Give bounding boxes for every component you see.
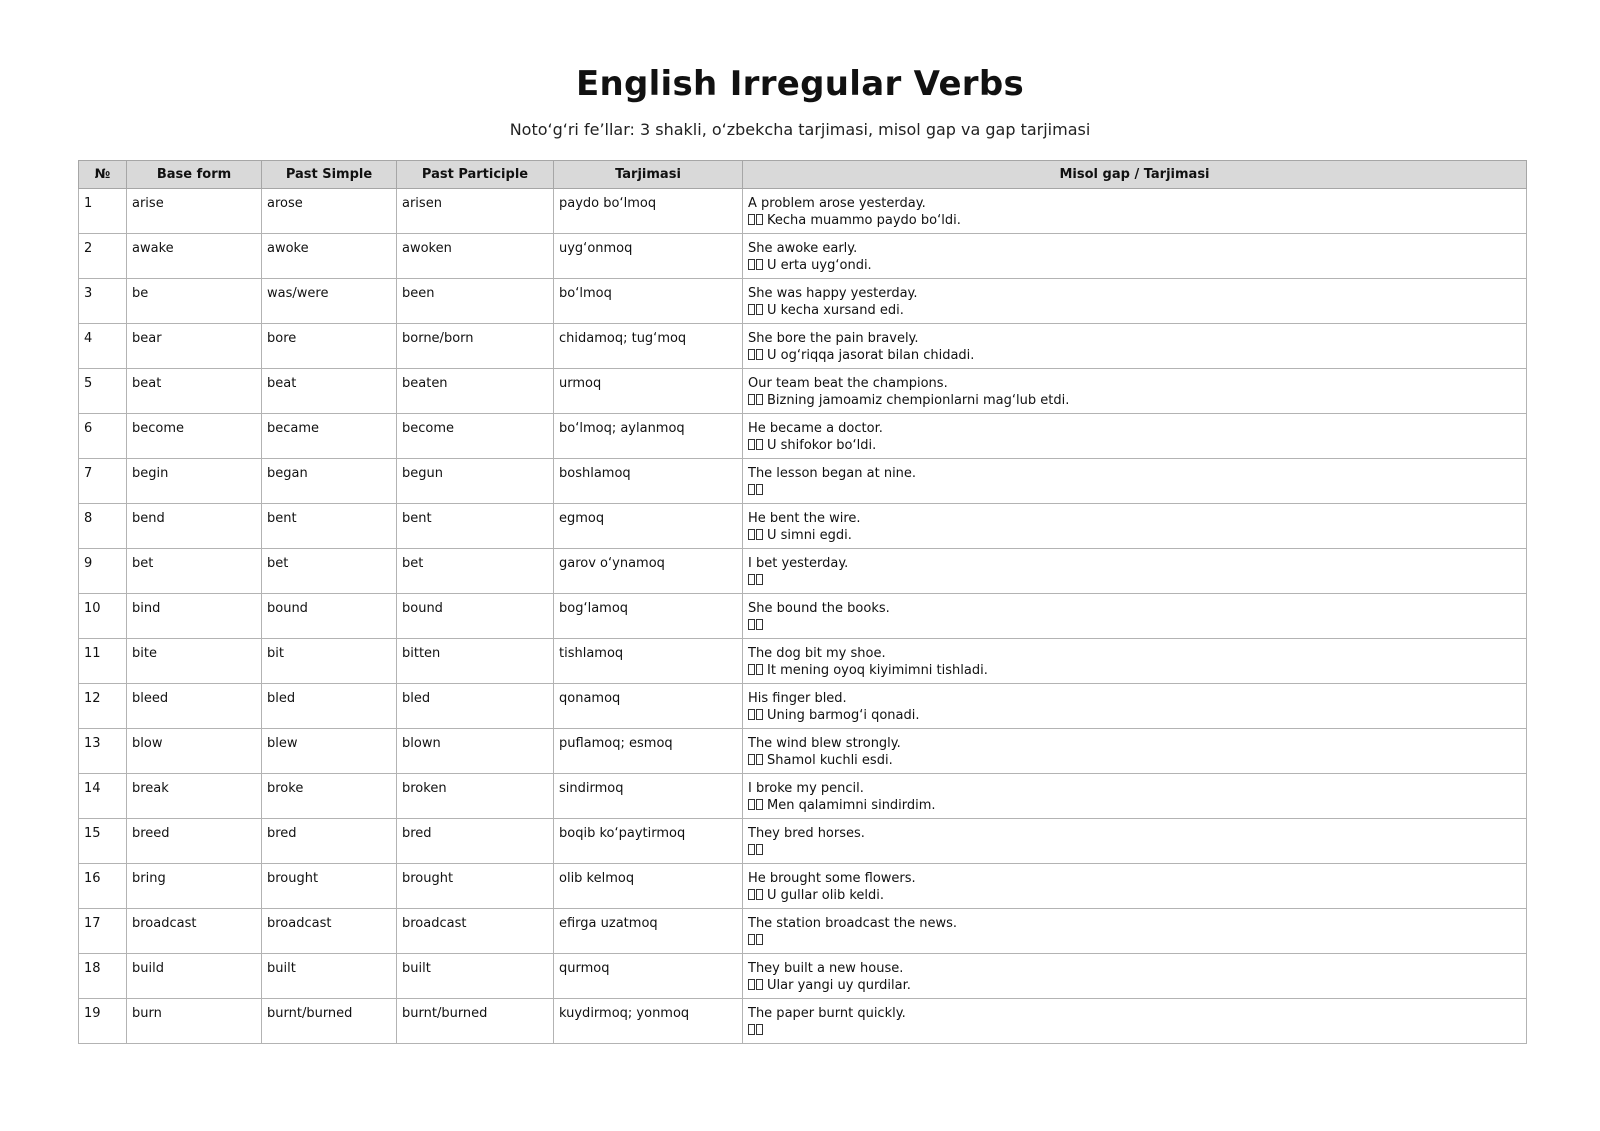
cell-example <box>743 459 1527 504</box>
cell-past-simple: beat <box>262 369 397 414</box>
cell-past-participle: broken <box>397 774 554 819</box>
cell-tarjimasi: efirga uzatmoq <box>554 909 743 954</box>
cell-tarjimasi: uyg‘onmoq <box>554 234 743 279</box>
example-sentence: They built a new house. <box>748 961 904 976</box>
example-translation-line <box>748 482 1521 499</box>
cell-tarjimasi: tishlamoq <box>554 639 743 684</box>
table-row <box>79 504 1527 549</box>
example-translation-line <box>748 212 1521 229</box>
cell-tarjimasi: garov o‘ynamoq <box>554 549 743 594</box>
cell-past-participle: begun <box>397 459 554 504</box>
cell-tarjimasi: puflamoq; esmoq <box>554 729 743 774</box>
cell-number: 10 <box>79 594 127 639</box>
example-translation: U simni egdi. <box>767 528 852 543</box>
cell-tarjimasi: qurmoq <box>554 954 743 999</box>
cell-number: 18 <box>79 954 127 999</box>
cell-tarjimasi: bo‘lmoq <box>554 279 743 324</box>
cell-number: 14 <box>79 774 127 819</box>
table-row <box>79 594 1527 639</box>
cell-number: 3 <box>79 279 127 324</box>
example-sentence: She awoke early. <box>748 241 858 256</box>
table-row <box>79 909 1527 954</box>
cell-base-form: broadcast <box>127 909 262 954</box>
cell-base-form: arise <box>127 189 262 234</box>
example-translation: U kecha xursand edi. <box>767 303 904 318</box>
cell-base-form: be <box>127 279 262 324</box>
cell-number: 1 <box>79 189 127 234</box>
cell-number: 9 <box>79 549 127 594</box>
table-row <box>79 279 1527 324</box>
example-sentence: She bore the pain bravely. <box>748 331 919 346</box>
table-row <box>79 639 1527 684</box>
cell-example <box>743 954 1527 999</box>
cell-base-form: bite <box>127 639 262 684</box>
example-translation-line <box>748 392 1521 409</box>
cell-past-participle: blown <box>397 729 554 774</box>
example-translation: Bizning jamoamiz chempionlarni mag‘lub etdi. <box>767 393 1070 408</box>
cell-past-participle: bent <box>397 504 554 549</box>
table-row <box>79 729 1527 774</box>
example-sentence: I broke my pencil. <box>748 781 864 796</box>
example-translation-line <box>748 437 1521 454</box>
flag-icon <box>748 618 764 633</box>
cell-past-simple: became <box>262 414 397 459</box>
example-sentence: She was happy yesterday. <box>748 286 918 301</box>
cell-past-participle: become <box>397 414 554 459</box>
cell-base-form: blow <box>127 729 262 774</box>
cell-example <box>743 414 1527 459</box>
example-sentence: A problem arose yesterday. <box>748 196 926 211</box>
header-past-simple: Past Simple <box>262 161 397 189</box>
cell-number: 13 <box>79 729 127 774</box>
cell-past-participle: bitten <box>397 639 554 684</box>
cell-base-form: awake <box>127 234 262 279</box>
cell-base-form: break <box>127 774 262 819</box>
cell-number: 16 <box>79 864 127 909</box>
cell-tarjimasi: bo‘lmoq; aylanmoq <box>554 414 743 459</box>
flag-icon <box>748 258 764 273</box>
verbs-table <box>78 160 1527 1044</box>
table-row <box>79 189 1527 234</box>
example-translation: It mening oyoq kiyimimni tishladi. <box>767 663 988 678</box>
cell-past-simple: awoke <box>262 234 397 279</box>
cell-example <box>743 909 1527 954</box>
example-translation: Men qalamimni sindirdim. <box>767 798 936 813</box>
cell-past-participle: bred <box>397 819 554 864</box>
header-base-form: Base form <box>127 161 262 189</box>
cell-number: 2 <box>79 234 127 279</box>
cell-number: 15 <box>79 819 127 864</box>
example-translation: U gullar olib keldi. <box>767 888 885 903</box>
cell-past-simple: bit <box>262 639 397 684</box>
cell-tarjimasi: boshlamoq <box>554 459 743 504</box>
table-row <box>79 234 1527 279</box>
example-translation-line <box>748 752 1521 769</box>
flag-icon <box>748 528 764 543</box>
cell-number: 5 <box>79 369 127 414</box>
example-translation: U erta uyg‘ondi. <box>767 258 872 273</box>
table-row <box>79 414 1527 459</box>
table-body <box>79 189 1527 1044</box>
table-row <box>79 864 1527 909</box>
example-sentence: The wind blew strongly. <box>748 736 901 751</box>
header-number: № <box>79 161 127 189</box>
example-translation-line <box>748 572 1521 589</box>
cell-example <box>743 549 1527 594</box>
table-header-row <box>79 161 1527 189</box>
cell-base-form: become <box>127 414 262 459</box>
flag-icon <box>748 933 764 948</box>
cell-base-form: bind <box>127 594 262 639</box>
flag-icon <box>748 753 764 768</box>
cell-past-participle: bound <box>397 594 554 639</box>
page-title: English Irregular Verbs <box>575 64 1025 104</box>
cell-past-simple: burnt/burned <box>262 999 397 1044</box>
example-translation-line <box>748 302 1521 319</box>
cell-example <box>743 594 1527 639</box>
example-translation-line <box>748 977 1521 994</box>
cell-tarjimasi: paydo bo‘lmoq <box>554 189 743 234</box>
cell-base-form: beat <box>127 369 262 414</box>
example-translation-line <box>748 707 1521 724</box>
cell-example <box>743 864 1527 909</box>
table-row <box>79 819 1527 864</box>
cell-base-form: bring <box>127 864 262 909</box>
example-translation-line <box>748 1022 1521 1039</box>
cell-past-simple: bled <box>262 684 397 729</box>
example-translation-line <box>748 887 1521 904</box>
cell-example <box>743 729 1527 774</box>
cell-tarjimasi: kuydirmoq; yonmoq <box>554 999 743 1044</box>
example-translation-line <box>748 347 1521 364</box>
cell-example <box>743 774 1527 819</box>
example-sentence: The dog bit my shoe. <box>748 646 886 661</box>
cell-base-form: bet <box>127 549 262 594</box>
cell-past-participle: borne/born <box>397 324 554 369</box>
example-translation-line <box>748 797 1521 814</box>
example-translation: Ular yangi uy qurdilar. <box>767 978 911 993</box>
header-misol-gap: Misol gap / Tarjimasi <box>743 161 1527 189</box>
cell-example <box>743 639 1527 684</box>
table-row <box>79 369 1527 414</box>
table-row <box>79 774 1527 819</box>
cell-example <box>743 324 1527 369</box>
cell-past-simple: bent <box>262 504 397 549</box>
cell-past-simple: bet <box>262 549 397 594</box>
cell-past-participle: bled <box>397 684 554 729</box>
cell-example <box>743 999 1527 1044</box>
cell-base-form: burn <box>127 999 262 1044</box>
example-sentence: He became a doctor. <box>748 421 883 436</box>
flag-icon <box>748 303 764 318</box>
flag-icon <box>748 708 764 723</box>
table-row <box>79 549 1527 594</box>
cell-number: 4 <box>79 324 127 369</box>
table-row <box>79 954 1527 999</box>
cell-base-form: bend <box>127 504 262 549</box>
example-sentence: I bet yesterday. <box>748 556 849 571</box>
example-sentence: She bound the books. <box>748 601 890 616</box>
example-sentence: His finger bled. <box>748 691 847 706</box>
cell-example <box>743 189 1527 234</box>
cell-past-simple: brought <box>262 864 397 909</box>
cell-past-participle: awoken <box>397 234 554 279</box>
cell-base-form: begin <box>127 459 262 504</box>
cell-past-participle: burnt/burned <box>397 999 554 1044</box>
cell-past-simple: blew <box>262 729 397 774</box>
flag-icon <box>748 843 764 858</box>
cell-past-participle: bet <box>397 549 554 594</box>
cell-tarjimasi: bog‘lamoq <box>554 594 743 639</box>
example-sentence: Our team beat the champions. <box>748 376 948 391</box>
cell-past-participle: broadcast <box>397 909 554 954</box>
example-translation: Shamol kuchli esdi. <box>767 753 893 768</box>
example-translation: Uning barmog‘i qonadi. <box>767 708 920 723</box>
cell-tarjimasi: olib kelmoq <box>554 864 743 909</box>
example-translation: U shifokor bo‘ldi. <box>767 438 877 453</box>
example-translation-line <box>748 617 1521 634</box>
cell-past-simple: bound <box>262 594 397 639</box>
cell-past-simple: built <box>262 954 397 999</box>
cell-tarjimasi: sindirmoq <box>554 774 743 819</box>
cell-number: 11 <box>79 639 127 684</box>
example-translation-line <box>748 932 1521 949</box>
cell-number: 8 <box>79 504 127 549</box>
cell-example <box>743 819 1527 864</box>
cell-past-simple: began <box>262 459 397 504</box>
header-past-participle: Past Participle <box>397 161 554 189</box>
example-translation: Kecha muammo paydo bo‘ldi. <box>767 213 961 228</box>
example-translation-line <box>748 842 1521 859</box>
cell-tarjimasi: qonamoq <box>554 684 743 729</box>
cell-number: 12 <box>79 684 127 729</box>
cell-base-form: breed <box>127 819 262 864</box>
cell-tarjimasi: urmoq <box>554 369 743 414</box>
cell-past-participle: brought <box>397 864 554 909</box>
flag-icon <box>748 663 764 678</box>
flag-icon <box>748 213 764 228</box>
cell-example <box>743 684 1527 729</box>
flag-icon <box>748 798 764 813</box>
cell-tarjimasi: egmoq <box>554 504 743 549</box>
example-sentence: The paper burnt quickly. <box>748 1006 906 1021</box>
cell-number: 7 <box>79 459 127 504</box>
flag-icon <box>748 888 764 903</box>
cell-base-form: bear <box>127 324 262 369</box>
table-row <box>79 324 1527 369</box>
flag-icon <box>748 348 764 363</box>
cell-number: 6 <box>79 414 127 459</box>
table-row <box>79 459 1527 504</box>
cell-past-participle: been <box>397 279 554 324</box>
example-sentence: The station broadcast the news. <box>748 916 958 931</box>
cell-past-simple: was/were <box>262 279 397 324</box>
flag-icon <box>748 483 764 498</box>
cell-number: 19 <box>79 999 127 1044</box>
cell-past-simple: broke <box>262 774 397 819</box>
cell-example <box>743 279 1527 324</box>
cell-past-simple: arose <box>262 189 397 234</box>
table-row <box>79 684 1527 729</box>
example-sentence: He bent the wire. <box>748 511 861 526</box>
cell-number: 17 <box>79 909 127 954</box>
cell-past-simple: bred <box>262 819 397 864</box>
cell-example <box>743 504 1527 549</box>
cell-past-simple: broadcast <box>262 909 397 954</box>
table-row <box>79 999 1527 1044</box>
cell-past-simple: bore <box>262 324 397 369</box>
cell-tarjimasi: chidamoq; tug‘moq <box>554 324 743 369</box>
example-sentence: The lesson began at nine. <box>748 466 917 481</box>
example-translation-line <box>748 527 1521 544</box>
cell-past-participle: arisen <box>397 189 554 234</box>
cell-base-form: build <box>127 954 262 999</box>
cell-tarjimasi: boqib ko‘paytirmoq <box>554 819 743 864</box>
cell-past-participle: beaten <box>397 369 554 414</box>
cell-example <box>743 369 1527 414</box>
cell-example <box>743 234 1527 279</box>
flag-icon <box>748 573 764 588</box>
flag-icon <box>748 393 764 408</box>
cell-past-participle: built <box>397 954 554 999</box>
flag-icon <box>748 438 764 453</box>
example-sentence: He brought some flowers. <box>748 871 916 886</box>
example-translation-line <box>748 257 1521 274</box>
flag-icon <box>748 1023 764 1038</box>
header-tarjimasi: Tarjimasi <box>554 161 743 189</box>
example-sentence: They bred horses. <box>748 826 865 841</box>
flag-icon <box>748 978 764 993</box>
page-subtitle: Noto‘g‘ri fe’llar: 3 shakli, o‘zbekcha tarjimasi, misol gap va gap tarjimasi <box>509 120 1091 139</box>
cell-base-form: bleed <box>127 684 262 729</box>
example-translation-line <box>748 662 1521 679</box>
example-translation: U og‘riqqa jasorat bilan chidadi. <box>767 348 975 363</box>
